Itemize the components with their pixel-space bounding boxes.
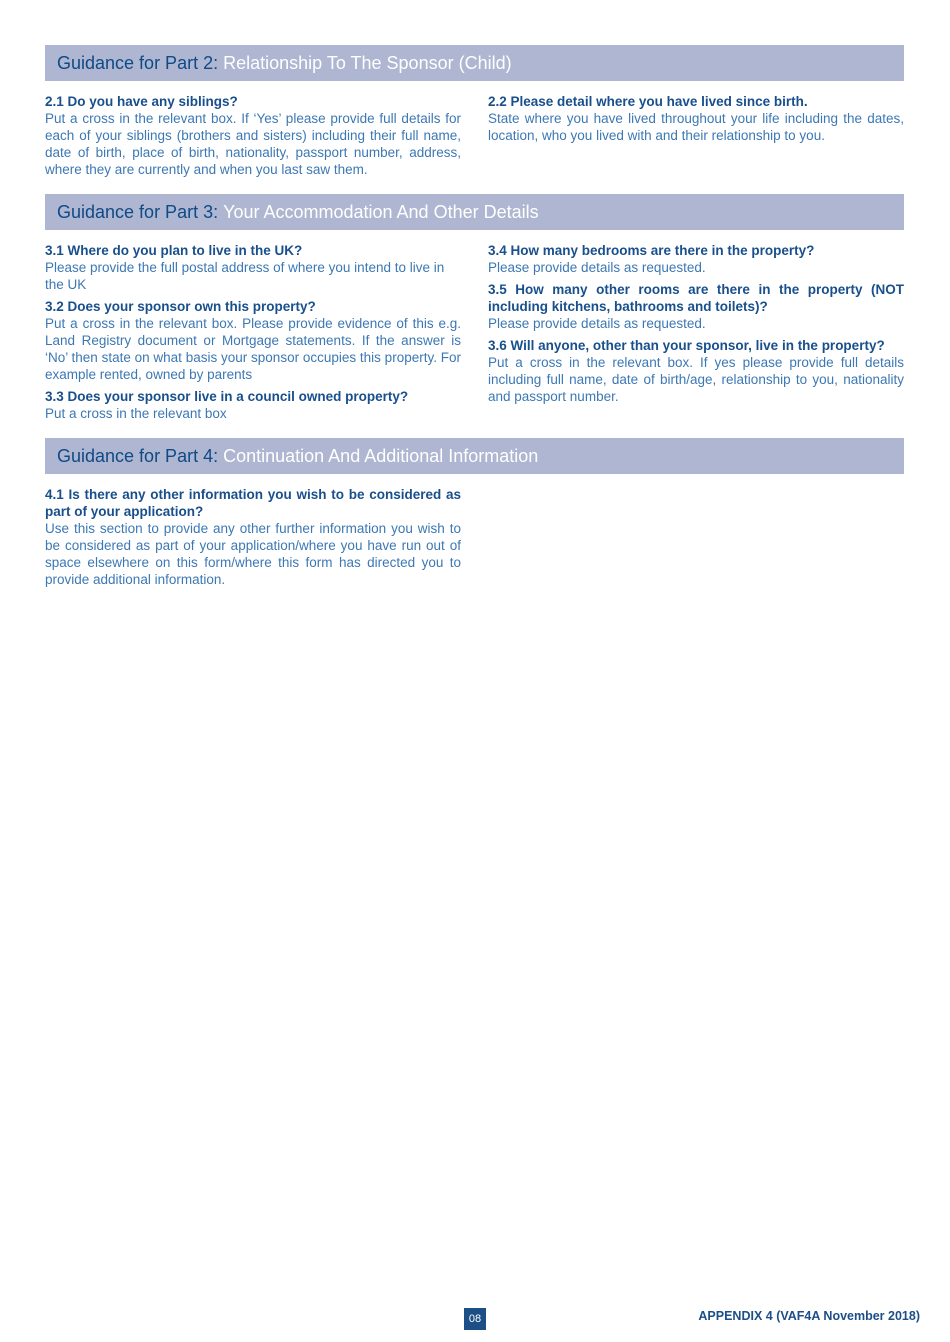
part2-header xyxy=(45,45,904,81)
question-2-2: 2.2 Please detail where you have lived since birth. xyxy=(488,94,808,109)
page-number: 08 xyxy=(464,1308,486,1330)
answer-3-5: Please provide details as requested. xyxy=(488,316,706,331)
question-2-1: 2.1 Do you have any siblings? xyxy=(45,94,238,109)
question-3-2: 3.2 Does your sponsor own this property? xyxy=(45,299,316,314)
answer-3-2: Put a cross in the relevant box. Please provide evidence of this e.g. Land Registry document or Mortgage statements. If the answer is ‘No’ then state on what basis your sponsor occupies this property. For example rented, owned by parents xyxy=(45,316,461,382)
answer-2-1: Put a cross in the relevant box. If ‘Yes’ please provide full details for each of your siblings (brothers and sisters) including their full name, date of birth, place of birth, nationality, passport number, address, where they are currently and when you last saw them. xyxy=(45,111,461,177)
part3-header-title: Your Accommodation And Other Details xyxy=(223,201,539,222)
part3-header xyxy=(45,194,904,230)
question-3-6: 3.6 Will anyone, other than your sponsor, live in the property? xyxy=(488,338,885,353)
part4-header-lead: Guidance for Part 4: xyxy=(57,445,219,466)
part4-header-title: Continuation And Additional Information xyxy=(223,445,539,466)
answer-3-1: Please provide the full postal address of where you intend to live in the UK xyxy=(45,260,445,292)
question-3-3: 3.3 Does your sponsor live in a council owned property? xyxy=(45,389,409,404)
answer-3-6: Put a cross in the relevant box. If yes please provide full details including full name, date of birth/age, relationship to you, nationality and passport number. xyxy=(488,355,904,404)
part4-left-column xyxy=(45,486,461,593)
question-4-1: 4.1 Is there any other information you wish to be considered as part of your application? xyxy=(45,487,461,519)
answer-2-2: State where you have lived throughout your life including the dates, location, who you lived with and their relationship to you. xyxy=(488,111,904,143)
appendix-label: APPENDIX 4 (VAF4A November 2018) xyxy=(698,1309,920,1323)
question-3-5: 3.5 How many other rooms are there in the property (NOT including kitchens, bathrooms and toilets)? xyxy=(488,282,904,314)
part4-header xyxy=(45,438,904,474)
question-3-1: 3.1 Where do you plan to live in the UK? xyxy=(45,243,303,258)
answer-3-3: Put a cross in the relevant box xyxy=(45,406,227,421)
part2-left-column xyxy=(45,93,461,183)
part2-header-lead: Guidance for Part 2: xyxy=(57,52,219,73)
part3-header-lead: Guidance for Part 3: xyxy=(57,201,219,222)
question-3-4: 3.4 How many bedrooms are there in the property? xyxy=(488,243,815,258)
answer-4-1: Use this section to provide any other further information you wish to be considered as part of your application/where you have run out of space elsewhere on this form/where this form has directed you to provide additional information. xyxy=(45,521,461,587)
part3-left-column xyxy=(45,242,461,427)
part2-right-column xyxy=(488,93,904,149)
part2-header-title: Relationship To The Sponsor (Child) xyxy=(223,52,512,73)
answer-3-4: Please provide details as requested. xyxy=(488,260,706,275)
part3-right-column xyxy=(488,242,904,410)
